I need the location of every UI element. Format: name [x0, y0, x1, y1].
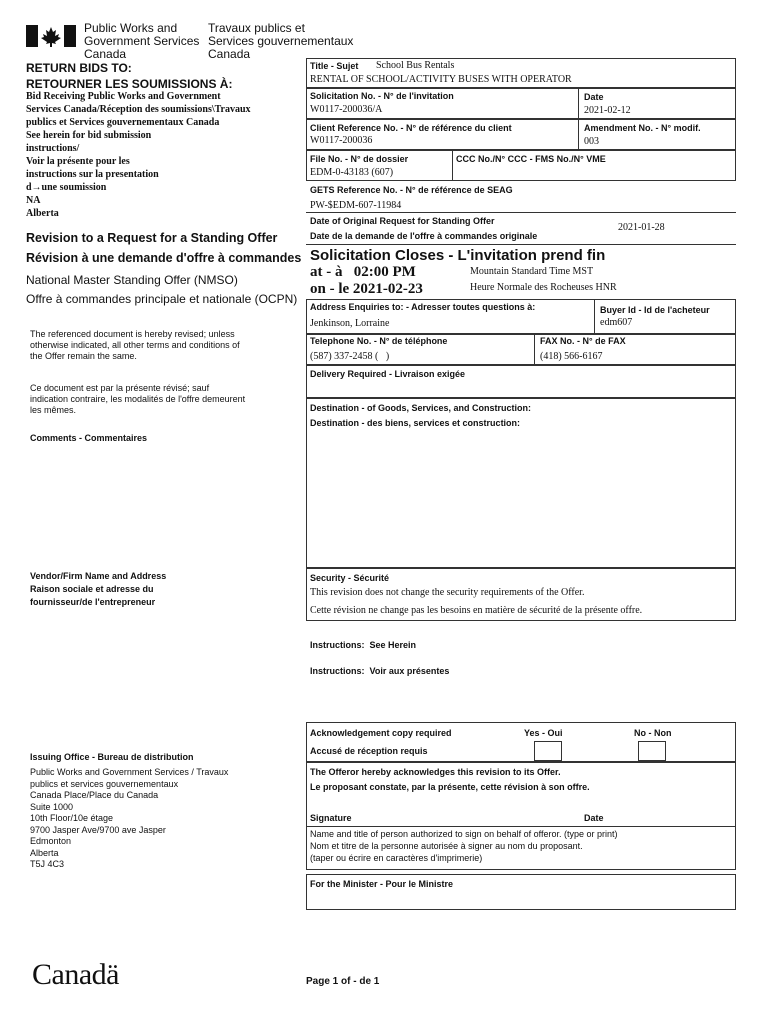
divider [306, 244, 736, 245]
issuing-line: 9700 Jasper Ave/9700 ave Jasper [30, 824, 166, 835]
solicitation-label: Solicitation No. - N° de l'invitation [310, 91, 454, 101]
issuing-line: Canada Place/Place du Canada [30, 790, 159, 800]
revision-title-fr: Révision à une demande d'offre à commandes [26, 251, 302, 265]
title-value: School Bus Rentals [376, 60, 455, 71]
address-line: See herein for bid submission [26, 130, 152, 141]
amendment-label: Amendment No. - N° modif. [584, 123, 701, 133]
address-line: instructions sur la presentation [26, 169, 159, 180]
issuing-line: Alberta [30, 847, 59, 858]
paragraph-line: indication contraire, les modalités de l'offre demeurent [30, 394, 246, 404]
signature-date-label: Date [584, 813, 604, 823]
timezone-fr: Heure Normale des Rocheuses HNR [470, 282, 617, 293]
fax-label: FAX No. - N° de FAX [540, 336, 626, 346]
client-ref-value: W0117-200036 [310, 135, 373, 146]
offeror-text-fr: Le proposant constate, par la présente, cette révision à son offre. [310, 782, 590, 792]
enquiries-label: Address Enquiries to: - Adresser toutes questions à: [310, 302, 536, 312]
address-line: instructions/ [26, 143, 80, 154]
instructions-fr: Instructions: Voir aux présentes [310, 666, 450, 676]
divider [306, 826, 736, 827]
issuing-line: Public Works and Government Services / Travaux [30, 767, 229, 777]
dept-fr-line: Canada [208, 47, 251, 61]
issuing-office-address [30, 767, 228, 871]
title-label: Title - Sujet [310, 61, 359, 71]
paragraph-line: the Offer remain the same. [30, 351, 137, 361]
delivery-label: Delivery Required - Livraison exigée [310, 369, 466, 379]
buyer-id-label: Buyer Id - Id de l'acheteur [600, 305, 710, 315]
dept-en-line: Government Services [84, 34, 200, 48]
revision-paragraph-fr [30, 383, 245, 416]
signature-field[interactable] [308, 795, 734, 825]
no-label: No - Non [634, 728, 672, 738]
name-title-en: Name and title of person authorized to sign on behalf of offeror. (type or print) [310, 829, 618, 839]
destination-label-en: Destination - of Goods, Services, and Construction: [310, 403, 532, 413]
fax-value: (418) 566-6167 [540, 351, 603, 362]
name-title-fr: Nom et titre de la personne autorisée à signer au nom du proposant. [310, 841, 583, 851]
issuing-line: publics et services gouvernementaux [30, 778, 179, 789]
security-label: Security - Sécurité [310, 573, 390, 583]
closes-on: on - le 2021-02-23 [310, 281, 423, 297]
date-label: Date [584, 92, 604, 102]
address-line: d→une soumission [26, 182, 107, 193]
gets-label: GETS Reference No. - N° de référence de SEAG [310, 185, 513, 195]
canada-wordmark-logo: Canadä [32, 958, 119, 991]
signature-label: Signature [310, 813, 352, 823]
revision-title-en: Revision to a Request for a Standing Offer [26, 231, 278, 245]
vendor-label-line: Vendor/Firm Name and Address [30, 571, 167, 581]
address-line: Services Canada/Réception des soumissions\Travaux [26, 104, 251, 115]
solicitation-value: W0117-200036/A [310, 104, 383, 115]
ack-label-fr: Accusé de réception requis [310, 746, 428, 756]
issuing-line: Edmonton [30, 836, 72, 846]
dept-en-line: Public Works and [84, 21, 178, 35]
return-bids-title [26, 61, 232, 91]
file-label: File No. - N° de dossier [310, 154, 409, 164]
minister-label: For the Minister - Pour le Ministre [310, 879, 454, 889]
gets-value: PW-$EDM-607-11984 [310, 200, 402, 211]
address-line: publics et Services gouvernementaux Canada [26, 117, 220, 128]
orig-date-label-fr: Date de la demande de l'offre à commandes originale [310, 231, 538, 241]
orig-date-label-en: Date of Original Request for Standing Offer [310, 216, 495, 226]
orig-date-value: 2021-01-28 [618, 222, 665, 233]
paragraph-line: les mêmes. [30, 405, 77, 415]
client-ref-label: Client Reference No. - N° de référence du client [310, 123, 512, 133]
comments-label: Comments - Commentaires [30, 433, 148, 443]
dept-fr-line: Services gouvernementaux [208, 34, 354, 48]
file-value: EDM-0-43183 (607) [310, 167, 394, 178]
telephone-value: (587) 337-2458 ( ) [310, 351, 390, 362]
divider [578, 88, 579, 119]
enquiries-value: Jenkinson, Lorraine [310, 318, 390, 329]
ccc-label: CCC No./N° CCC - FMS No./N° VME [456, 154, 606, 164]
department-name-en [84, 22, 199, 61]
offeror-text-en: The Offeror hereby acknowledges this revision to its Offer. [310, 767, 561, 777]
issuing-office-label: Issuing Office - Bureau de distribution [30, 752, 194, 762]
vendor-label-line: Raison sociale et adresse du [30, 584, 154, 594]
yes-label: Yes - Oui [524, 728, 563, 738]
closes-title: Solicitation Closes - L'invitation prend fin [310, 247, 606, 264]
dept-en-line: Canada [84, 47, 127, 61]
paragraph-line: Ce document est par la présente révisé; sauf [30, 383, 210, 393]
divider [578, 119, 579, 150]
nmso-en: National Master Standing Offer (NMSO) [26, 273, 238, 287]
ack-label-en: Acknowledgement copy required [310, 728, 452, 738]
address-line: Voir la présente pour les [26, 156, 130, 167]
paragraph-line: The referenced document is hereby revised; unless [30, 329, 235, 339]
vendor-label-line: fournisseur/de l'entrepreneur [30, 597, 156, 607]
dept-fr-line: Travaux publics et [208, 21, 305, 35]
nmso-fr: Offre à commandes principale et nationale (OCPN) [26, 292, 298, 306]
canada-flag-logo [26, 25, 76, 47]
divider [306, 212, 736, 213]
page-number: Page 1 of - de 1 [306, 976, 380, 987]
telephone-label: Telephone No. - N° de téléphone [310, 336, 448, 346]
date-value: 2021-02-12 [584, 105, 631, 116]
name-title-fr-2: (taper ou écrire en caractères d'imprimerie) [310, 853, 483, 863]
amendment-value: 003 [584, 136, 599, 147]
divider [594, 299, 595, 334]
issuing-line: 10th Floor/10e étage [30, 813, 114, 823]
issuing-line: T5J 4C3 [30, 859, 65, 869]
address-line: NA [26, 195, 41, 206]
department-name-fr [208, 22, 353, 61]
security-text-en: This revision does not change the security requirements of the Offer. [310, 587, 585, 598]
buyer-id-value: edm607 [600, 317, 633, 328]
paragraph-line: otherwise indicated, all other terms and conditions of [30, 340, 240, 350]
title-value-2: RENTAL OF SCHOOL/ACTIVITY BUSES WITH OPERATOR [310, 74, 572, 85]
yes-checkbox[interactable] [534, 741, 562, 761]
destination-label-fr: Destination - des biens, services et construction: [310, 418, 521, 428]
revision-paragraph-en [30, 329, 240, 362]
timezone-en: Mountain Standard Time MST [470, 266, 594, 277]
address-line: Alberta [26, 208, 59, 219]
closes-at: at - à 02:00 PM [310, 264, 416, 280]
divider [534, 334, 535, 365]
issuing-line: Suite 1000 [30, 801, 74, 812]
security-text-fr: Cette révision ne change pas les besoins en matière de sécurité de la présente offre. [310, 605, 643, 616]
return-bids-title-en: RETURN BIDS TO: [26, 61, 132, 75]
return-bids-title-fr: RETOURNER LES SOUMISSIONS À: [26, 77, 233, 91]
vendor-label [30, 570, 166, 609]
instructions-en: Instructions: See Herein [310, 640, 417, 650]
divider [452, 150, 453, 181]
return-bids-address [26, 90, 251, 220]
no-checkbox[interactable] [638, 741, 666, 761]
address-line: Bid Receiving Public Works and Government [26, 91, 221, 102]
